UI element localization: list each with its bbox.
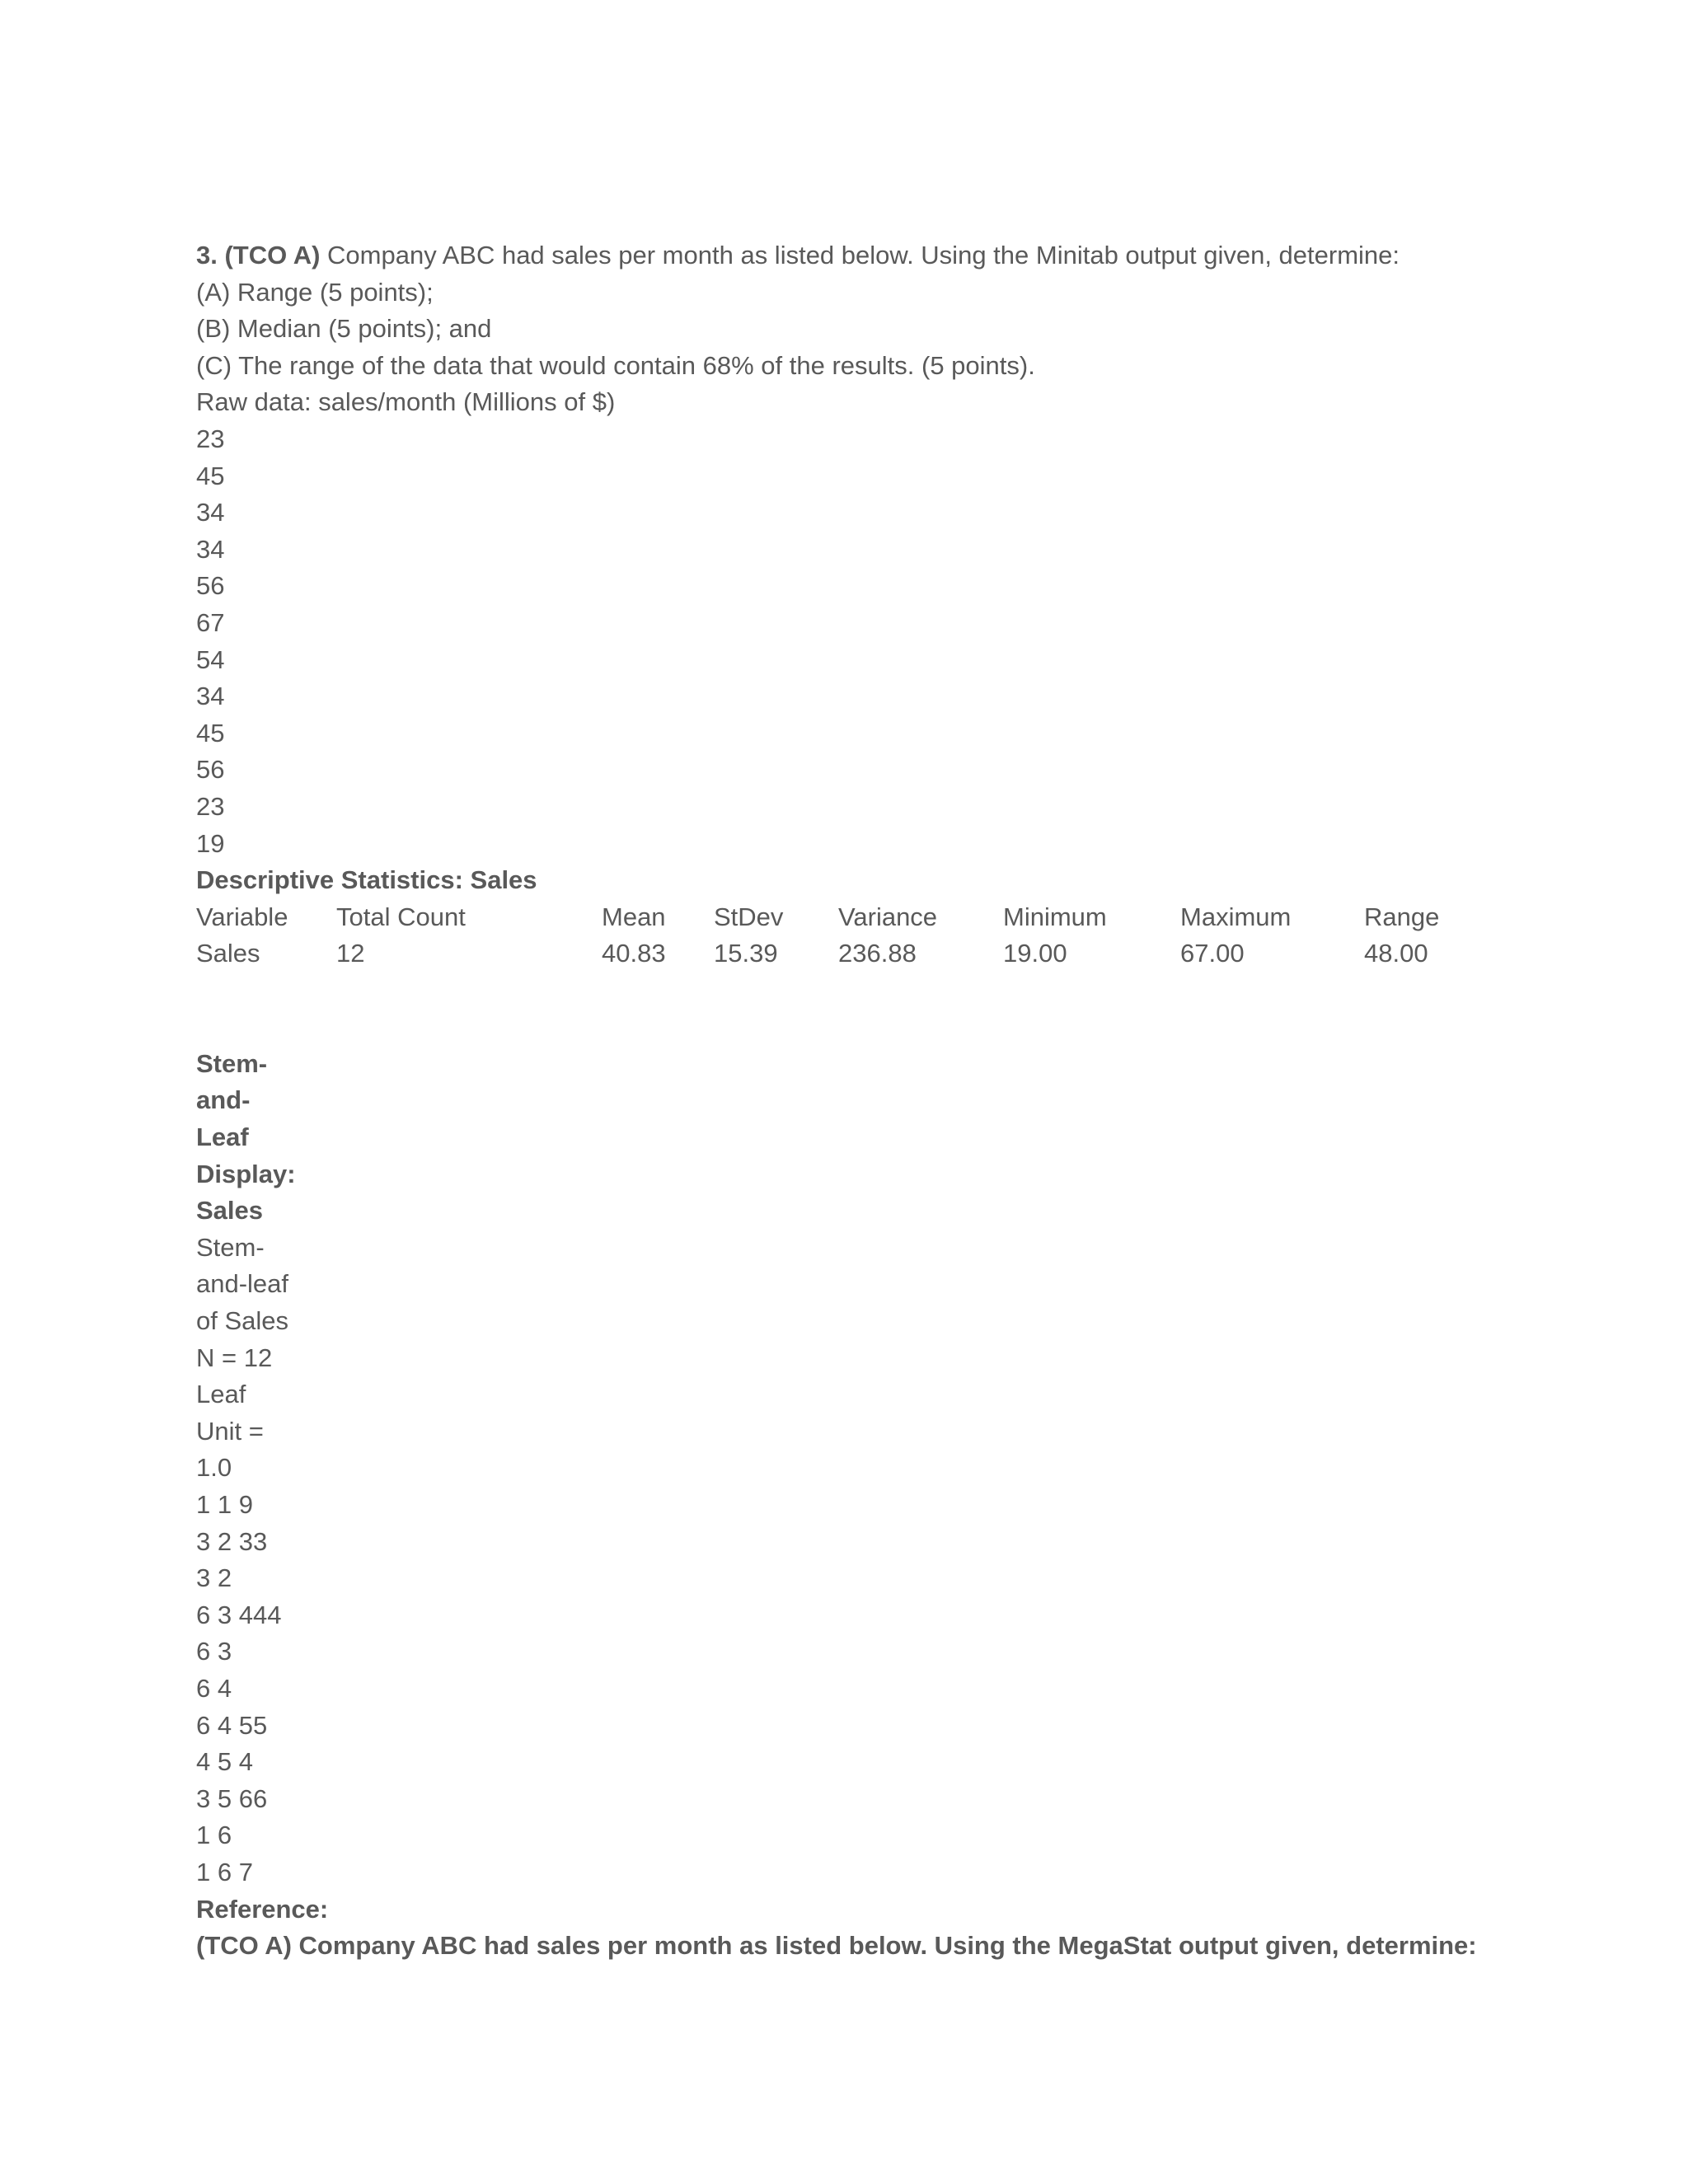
question-part-a: (A) Range (5 points); (196, 277, 434, 307)
stem-leaf-heading-line: Display: (196, 1159, 296, 1188)
cell-variable: Sales (196, 939, 260, 968)
question-part-b: (B) Median (5 points); and (196, 314, 492, 344)
stem-leaf-row: 3 5 66 (196, 1783, 268, 1813)
raw-value: 54 (196, 644, 225, 674)
header-stdev: StDev (714, 902, 784, 931)
header-variance: Variance (838, 902, 938, 931)
stem-leaf-heading-line: Sales (196, 1196, 264, 1226)
stem-leaf-info-line: and-leaf (196, 1269, 289, 1299)
stem-leaf-info-line: of Sales (196, 1306, 289, 1336)
stem-leaf-heading-line: and- (196, 1085, 251, 1115)
header-variable: Variable (196, 902, 288, 931)
stem-leaf-rows (196, 1487, 1498, 1891)
raw-value: 45 (196, 461, 225, 490)
raw-value: 19 (196, 828, 225, 858)
table-header-row (196, 899, 1496, 936)
cell-stdev: 15.39 (714, 939, 778, 968)
raw-value: 34 (196, 534, 225, 564)
stem-leaf-heading-line: Stem- (196, 1048, 268, 1078)
raw-value: 23 (196, 424, 225, 453)
cell-range: 48.00 (1364, 939, 1428, 968)
raw-value: 34 (196, 498, 225, 527)
table-row (196, 935, 1496, 972)
stem-leaf-row: 6 4 (196, 1673, 232, 1703)
cell-mean: 40.83 (602, 939, 666, 968)
header-minimum: Minimum (1003, 902, 1107, 931)
stem-leaf-row: 1 1 9 (196, 1490, 253, 1519)
question-line (196, 237, 1498, 274)
raw-value: 23 (196, 791, 225, 821)
stem-leaf-info-line: 1.0 (196, 1453, 232, 1483)
descriptive-stats-table (196, 899, 1496, 972)
stem-leaf-row: 1 6 (196, 1821, 232, 1850)
question-number: 3. (TCO A) (196, 241, 321, 269)
reference-text: (TCO A) Company ABC had sales per month as listed below. Using the MegaStat output given, determine: (196, 1931, 1477, 1961)
raw-data-list (196, 421, 1498, 862)
stem-leaf-info-line: Unit = (196, 1416, 264, 1446)
stem-leaf-row: 6 3 (196, 1637, 232, 1666)
stem-leaf-row: 4 5 4 (196, 1747, 253, 1777)
stem-leaf-info-line: Stem- (196, 1232, 265, 1262)
stem-leaf-row: 6 3 444 (196, 1600, 282, 1629)
cell-variance: 236.88 (838, 939, 917, 968)
stem-leaf-info-line: Leaf (196, 1380, 246, 1409)
raw-data-label: Raw data: sales/month (Millions of $) (196, 387, 616, 417)
raw-value: 45 (196, 718, 225, 748)
cell-maximum: 67.00 (1180, 939, 1245, 968)
raw-value: 67 (196, 607, 225, 637)
header-maximum: Maximum (1180, 902, 1292, 931)
section-spacer (196, 972, 1498, 1046)
stem-leaf-info (196, 1230, 1498, 1487)
stem-leaf-heading (196, 1046, 1498, 1230)
question-intro: Company ABC had sales per month as listed below. Using the Minitab output given, determine: (320, 241, 1400, 269)
stem-leaf-info-line: N = 12 (196, 1343, 273, 1372)
descriptive-stats-heading: Descriptive Statistics: Sales (196, 865, 537, 895)
cell-minimum: 19.00 (1003, 939, 1067, 968)
document-content (196, 237, 1498, 1965)
header-total-count: Total Count (336, 902, 466, 931)
raw-value: 56 (196, 755, 225, 785)
cell-total-count: 12 (336, 939, 365, 968)
question-part-c: (C) The range of the data that would contain 68% of the results. (5 points). (196, 350, 1035, 380)
stem-leaf-row: 1 6 7 (196, 1857, 253, 1886)
reference-label: Reference: (196, 1894, 329, 1924)
stem-leaf-row: 3 2 33 (196, 1526, 268, 1556)
header-range: Range (1364, 902, 1440, 931)
header-mean: Mean (602, 902, 666, 931)
raw-value: 34 (196, 682, 225, 711)
stem-leaf-row: 6 4 55 (196, 1710, 268, 1740)
stem-leaf-row: 3 2 (196, 1563, 232, 1593)
raw-value: 56 (196, 571, 225, 601)
stem-leaf-heading-line: Leaf (196, 1122, 249, 1152)
